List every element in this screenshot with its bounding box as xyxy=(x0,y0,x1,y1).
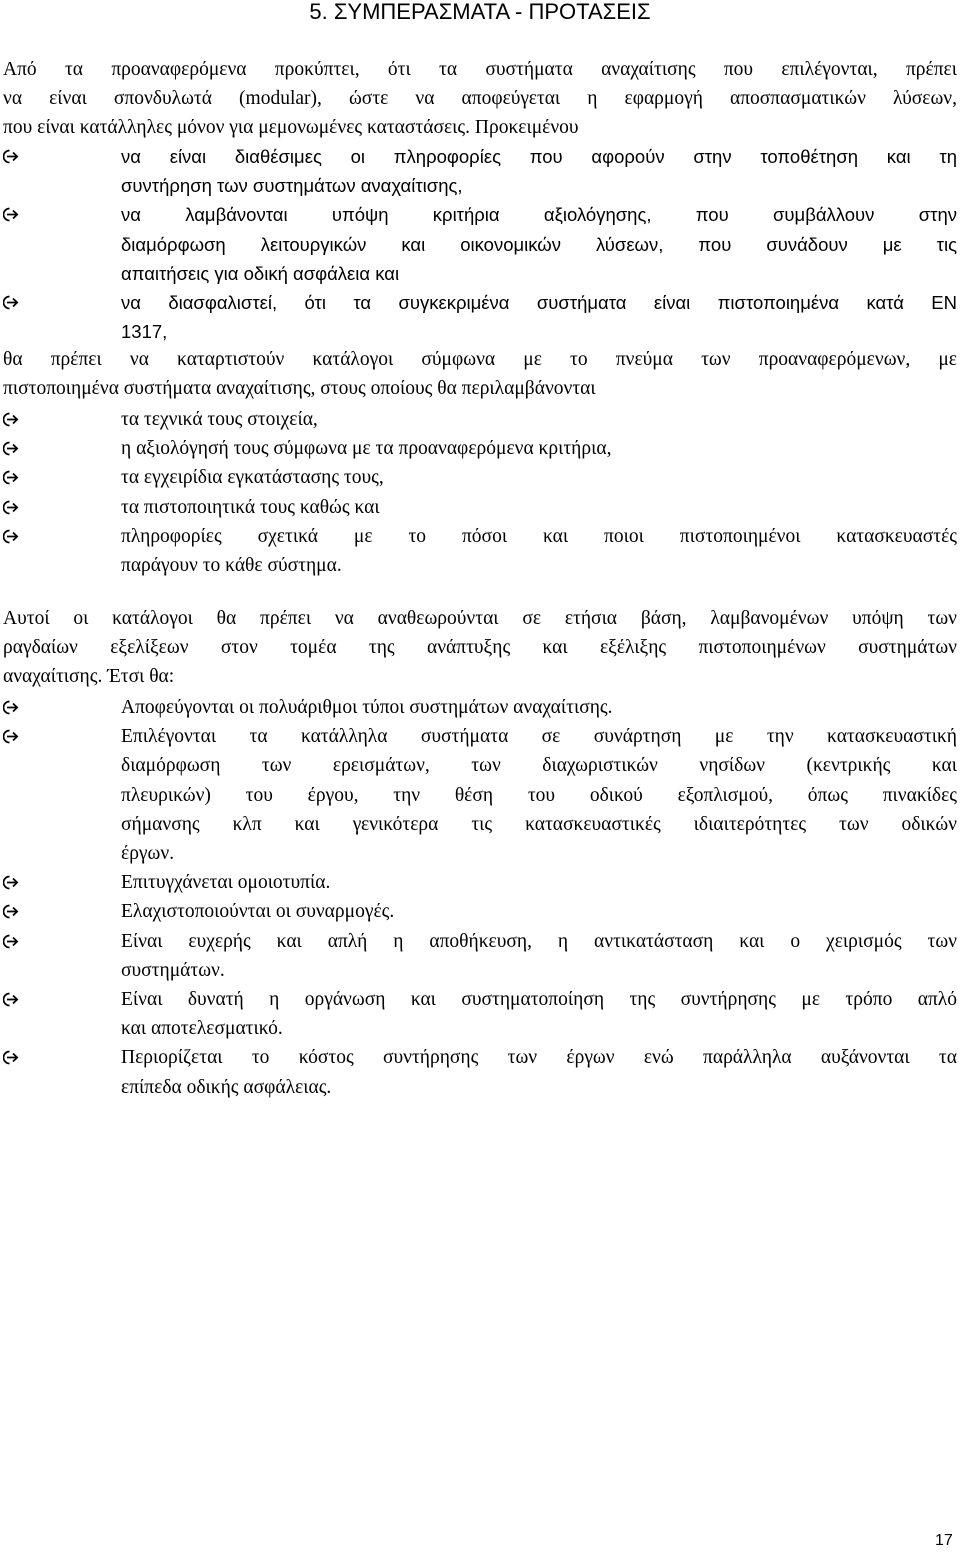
list-item xyxy=(3,288,957,346)
list-item xyxy=(3,142,957,200)
text-line: να είναι σπονδυλωτά (modular), ώστε να αποφεύγεται η εφαρμογή αποσπασματικών λύσεων, xyxy=(3,88,957,110)
intro-paragraph xyxy=(3,55,957,143)
text-line: που είναι κατάλληλες μόνον για μεμονωμένες καταστάσεις. Προκειμένου xyxy=(3,117,579,139)
arrow-bullet-icon xyxy=(3,149,19,164)
arrow-bullet-icon xyxy=(3,722,29,751)
middle-paragraph xyxy=(3,345,957,403)
text-line: να λαμβάνονται υπόψη κριτήρια αξιολόγησης, που συμβάλλουν στην xyxy=(121,204,957,226)
arrow-bullet-icon xyxy=(3,200,29,229)
list-item xyxy=(3,897,957,926)
second-paragraph xyxy=(3,604,957,692)
arrow-bullet-icon xyxy=(3,463,29,492)
arrow-bullet-icon xyxy=(3,434,29,463)
list-item xyxy=(3,1043,957,1101)
list-item xyxy=(3,405,957,434)
arrow-bullet-icon xyxy=(3,868,29,897)
arrow-bullet-icon xyxy=(3,412,19,427)
arrow-bullet-icon xyxy=(3,897,29,926)
text-line: να διασφαλιστεί, ότι τα συγκεκριμένα συστήματα είναι πιστοποιημένα κατά EN xyxy=(121,292,957,314)
section-heading: 5. ΣΥΜΠΕΡΑΣΜΑΤΑ - ΠΡΟΤΑΣΕΙΣ xyxy=(309,0,651,24)
text-line: πιστοποιημένα συστήματα αναχαίτισης, στους οποίους θα περιλαμβάνονται xyxy=(3,378,596,400)
text-line: τα πιστοποιητικά τους καθώς και xyxy=(121,496,380,518)
arrow-bullet-icon xyxy=(3,470,19,485)
requirements-list xyxy=(3,142,957,346)
arrow-bullet-icon xyxy=(3,288,29,317)
list-item xyxy=(3,434,957,463)
list-item xyxy=(3,693,957,722)
text-line: Αποφεύγονται οι πολυάριθμοι τύποι συστημάτων αναχαίτισης. xyxy=(121,697,613,718)
text-line: Είναι ευχερής και απλή η αποθήκευση, η αντικατάσταση και ο χειρισμός των xyxy=(121,930,957,952)
arrow-bullet-icon xyxy=(3,934,19,949)
arrow-bullet-icon xyxy=(3,904,19,919)
arrow-bullet-icon xyxy=(3,1043,29,1072)
text-line: Αυτοί οι κατάλογοι θα πρέπει να αναθεωρούνται σε ετήσια βάση, λαμβανομένων υπόψη των xyxy=(3,608,957,629)
text-line: σήμανσης κλπ και γενικότερα τις κατασκευαστικές ιδιαιτερότητες των οδικών xyxy=(121,813,957,835)
list-item xyxy=(3,493,957,522)
text-line: συστημάτων. xyxy=(121,959,225,981)
list-item xyxy=(3,722,957,868)
text-line: αναχαίτισης. Έτσι θα: xyxy=(3,666,175,688)
text-line: διαμόρφωση των ερεισμάτων, των διαχωριστικών νησίδων (κεντρικής και xyxy=(121,755,957,777)
text-line: και αποτελεσματικό. xyxy=(121,1018,283,1040)
text-line: να είναι διαθέσιμες οι πληροφορίες που αφορούν στην τοποθέτηση και τη xyxy=(121,146,957,167)
arrow-bullet-icon xyxy=(3,529,19,544)
text-line: Επιτυγχάνεται ομοιοτυπία. xyxy=(121,872,331,894)
text-line: Ελαχιστοποιούνται οι συναρμογές. xyxy=(121,901,395,923)
benefits-list xyxy=(3,693,957,1102)
arrow-bullet-icon xyxy=(3,522,29,551)
text-line: Επιλέγονται τα κατάλληλα συστήματα σε συνάρτηση με την κατασκευαστική xyxy=(121,726,957,748)
catalog-contents-list xyxy=(3,405,957,580)
arrow-bullet-icon xyxy=(3,295,19,310)
page-number: 17 xyxy=(935,1532,953,1549)
text-line: θα πρέπει να καταρτιστούν κατάλογοι σύμφωνα με το πνεύμα των προαναφερόμενων, με xyxy=(3,349,957,370)
text-line: απαιτήσεις για οδική ασφάλεια και xyxy=(121,262,400,284)
arrow-bullet-icon xyxy=(3,500,19,515)
arrow-bullet-icon xyxy=(3,207,19,222)
arrow-bullet-icon xyxy=(3,875,19,890)
text-line: Είναι δυνατή η οργάνωση και συστηματοποίηση της συντήρησης με τρόπο απλό xyxy=(121,989,957,1011)
text-line: η αξιολόγησή τους σύμφωνα με τα προαναφερόμενα κριτήρια, xyxy=(121,438,612,460)
text-line: ραγδαίων εξελίξεων στον τομέα της ανάπτυξης και εξέλιξης πιστοποιημένων συστημάτων xyxy=(3,637,957,659)
text-line: έργων. xyxy=(121,843,175,865)
list-item xyxy=(3,927,957,985)
list-item xyxy=(3,985,957,1043)
text-line: Από τα προαναφερόμενα προκύπτει, ότι τα συστήματα αναχαίτισης που επιλέγονται, πρέπει xyxy=(3,59,957,80)
arrow-bullet-icon xyxy=(3,441,19,456)
list-item xyxy=(3,200,957,288)
arrow-bullet-icon xyxy=(3,405,29,434)
arrow-bullet-icon xyxy=(3,927,29,956)
text-line: διαμόρφωση λειτουργικών και οικονομικών λύσεων, που συνάδουν με τις xyxy=(121,233,957,255)
arrow-bullet-icon xyxy=(3,700,19,715)
text-line: 1317, xyxy=(121,321,168,343)
text-line: τα εγχειρίδια εγκατάστασης τους, xyxy=(121,467,384,489)
arrow-bullet-icon xyxy=(3,493,29,522)
text-line: επίπεδα οδικής ασφάλειας. xyxy=(121,1076,332,1098)
list-item xyxy=(3,868,957,897)
text-line: πληροφορίες σχετικά με το πόσοι και ποιοι πιστοποιημένοι κατασκευαστές xyxy=(121,525,957,547)
text-line: τα τεχνικά τους στοιχεία, xyxy=(121,409,318,430)
text-line: συντήρηση των συστημάτων αναχαίτισης, xyxy=(121,175,463,197)
arrow-bullet-icon xyxy=(3,985,29,1014)
text-line: πλευρικών) του έργου, την θέση του οδικού εξοπλισμού, όπως πινακίδες xyxy=(121,784,957,806)
list-item xyxy=(3,463,957,492)
arrow-bullet-icon xyxy=(3,992,19,1007)
arrow-bullet-icon xyxy=(3,729,19,744)
arrow-bullet-icon xyxy=(3,693,29,722)
list-item xyxy=(3,522,957,580)
arrow-bullet-icon xyxy=(3,1050,19,1065)
arrow-bullet-icon xyxy=(3,142,29,171)
text-line: Περιορίζεται το κόστος συντήρησης των έργων ενώ παράλληλα αυξάνονται τα xyxy=(121,1047,957,1069)
text-line: παράγουν το κάθε σύστημα. xyxy=(121,555,342,577)
